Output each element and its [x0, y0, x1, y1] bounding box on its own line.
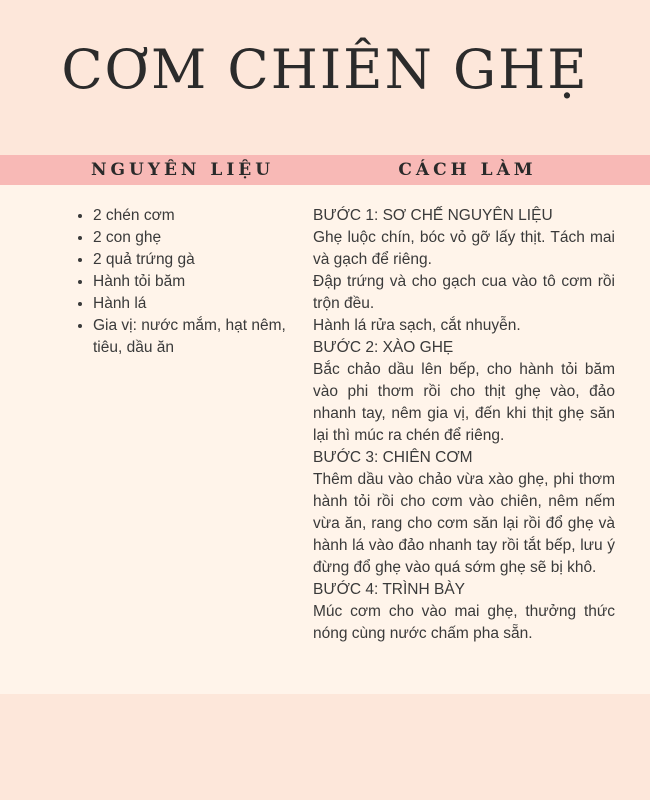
step-text: Thêm dầu vào chảo vừa xào ghẹ, phi thơm hành tỏi rồi cho cơm vào chiên, nêm nếm vừa ăn, rang cho cơm săn lại rồi đổ ghẹ và hành lá vào đảo nhanh tay rồi tắt bếp, lưu ý đừng đổ ghẹ vào quá sớm ghẹ sẽ bị khô. — [313, 471, 615, 576]
step-text: Múc cơm cho vào mai ghẹ, thưởng thức nóng cùng nước chấm pha sẵn. — [313, 603, 615, 642]
step-title: BƯỚC 4: TRÌNH BÀY — [313, 581, 465, 598]
method-steps — [313, 205, 615, 645]
step-title: BƯỚC 1: SƠ CHẾ NGUYÊN LIỆU — [313, 207, 553, 224]
step-title: BƯỚC 3: CHIÊN CƠM — [313, 449, 473, 466]
list-item: • Hành lá — [93, 293, 303, 315]
list-item: • 2 chén cơm — [93, 205, 303, 227]
section-header-band — [0, 155, 650, 185]
list-item: • 2 con ghẹ — [93, 227, 303, 249]
list-item: • Gia vị: nước mắm, hạt nêm, tiêu, dầu ăn — [93, 315, 303, 359]
page-title: CƠM CHIÊN GHẸ — [61, 38, 589, 101]
list-item: • Hành tỏi băm — [93, 271, 303, 293]
ingredients-heading: NGUYÊN LIỆU — [90, 160, 275, 180]
step-text: Ghẹ luộc chín, bóc vỏ gỡ lấy thịt. Tách mai và gạch để riêng. — [313, 229, 615, 268]
method-heading: CÁCH LÀM — [398, 160, 537, 180]
ingredient-list — [76, 205, 303, 359]
step-text: Đập trứng và cho gạch cua vào tô cơm rồi trộn đều. — [313, 273, 615, 312]
step-text: Hành lá rửa sạch, cắt nhuyễn. — [313, 317, 521, 334]
step-text: Bắc chảo dầu lên bếp, cho hành tỏi băm vào phi thơm rồi cho thịt ghẹ vào, đảo nhanh tay, nêm gia vị, đến khi thịt ghẹ săn lại thì múc ra chén để riêng. — [313, 361, 615, 444]
list-item: • 2 quả trứng gà — [93, 249, 303, 271]
step-title: BƯỚC 2: XÀO GHẸ — [313, 339, 454, 356]
